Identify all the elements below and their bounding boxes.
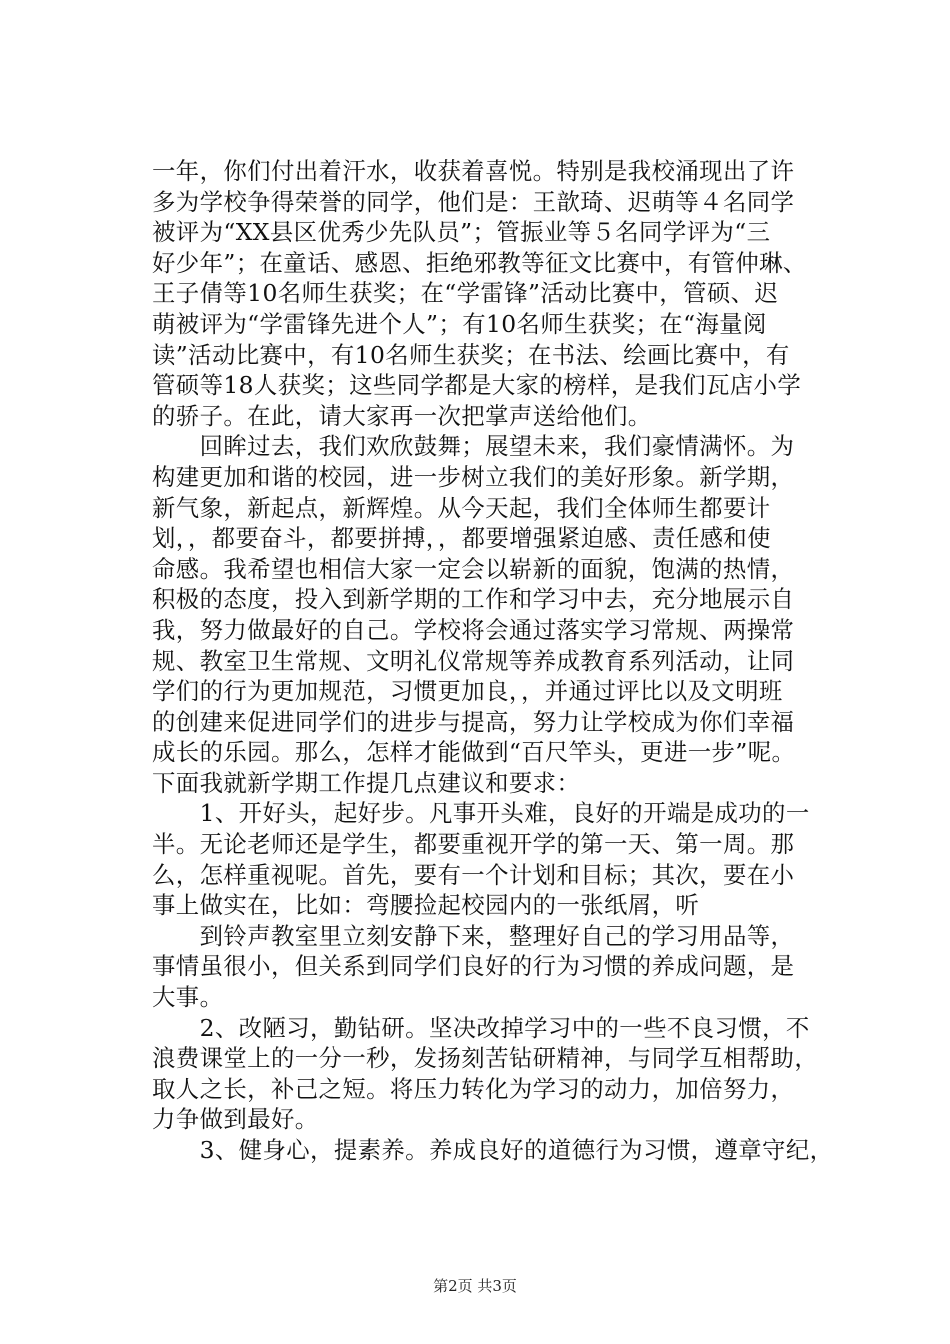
text-line: 半。无论老师还是学生，都要重视开学的第一天、第一周。那 — [152, 830, 795, 859]
text-line: 多为学校争得荣誉的同学，他们是：王歆琦、迟萌等４名同学 — [152, 187, 795, 216]
text-line: 萌被评为“学雷锋先进个人”；有10名师生获奖；在“海量阅 — [152, 309, 767, 338]
text-line: 划，，都要奋斗，都要拼搏，，都要增强紧迫感、责任感和使 — [152, 524, 771, 553]
text-line: 2、改陋习，勤钻研。坚决改掉学习中的一些不良习惯，不 — [152, 1013, 810, 1042]
text-line: 3、健身心，提素养。养成良好的道德行为习惯，遵章守纪， — [152, 1136, 834, 1164]
text-line: 好少年”；在童话、感恩、拒绝邪教等征文比赛中，有管仲琳、 — [152, 248, 807, 277]
text-line: 么，怎样重视呢。首先，要有一个计划和目标；其次，要在小 — [152, 860, 795, 889]
text-line: 的创建来促进同学们的进步与提高，努力让学校成为你们幸福 — [152, 707, 795, 736]
text-line: 成长的乐园。那么，怎样才能做到“百尺竿头，更进一步”呢。 — [152, 738, 796, 767]
text-line: 到铃声教室里立刻安静下来，整理好自己的学习用品等， — [152, 921, 795, 950]
text-line: 1、开好头，起好步。凡事开头难，良好的开端是成功的一 — [152, 799, 810, 828]
text-line: 取人之长，补己之短。将压力转化为学习的动力，加倍努力， — [152, 1074, 795, 1103]
body-text — [152, 156, 842, 1166]
text-line: 事上做实在，比如：弯腰捡起校园内的一张纸屑，听 — [152, 891, 700, 920]
text-line: 命感。我希望也相信大家一定会以崭新的面貌，饱满的热情， — [152, 554, 795, 583]
text-line: 浪费课堂上的一分一秒，发扬刻苦钻研精神，与同学互相帮助， — [152, 1044, 819, 1073]
text-line: 学们的行为更加规范，习惯更加良，，并通过评比以及文明班 — [152, 677, 783, 706]
text-line: 构建更加和谐的校园，进一步树立我们的美好形象。新学期， — [152, 462, 795, 491]
text-line: 一年，你们付出着汗水，收获着喜悦。特别是我校涌现出了许 — [152, 157, 795, 185]
text-line: 规、教室卫生常规、文明礼仪常规等养成教育系列活动，让同 — [152, 646, 795, 675]
text-line: 回眸过去，我们欢欣鼓舞；展望未来，我们豪情满怀。为 — [152, 432, 795, 461]
text-line: 王子倩等10名师生获奖；在“学雷锋”活动比赛中，管硕、迟 — [152, 279, 779, 308]
text-line: 的骄子。在此，请大家再一次把掌声送给他们。 — [152, 401, 652, 430]
page-footer: 第2页 共3页 — [433, 1277, 517, 1295]
text-line: 被评为“XX县区优秀少先队员”；管振业等５名同学评为“三 — [152, 218, 771, 247]
text-line: 下面我就新学期工作提几点建议和要求： — [152, 768, 581, 797]
text-line: 力争做到最好。 — [152, 1105, 319, 1134]
text-line: 我，努力做最好的自己。学校将会通过落实学习常规、两操常 — [152, 615, 795, 644]
text-line: 大事。 — [152, 983, 224, 1012]
text-line: 积极的态度，投入到新学期的工作和学习中去，充分地展示自 — [152, 585, 795, 614]
text-line: 管硕等18人获奖；这些同学都是大家的榜样，是我们瓦店小学 — [152, 371, 802, 400]
text-line: 新气象，新起点，新辉煌。从今天起，我们全体师生都要计 — [152, 493, 771, 522]
text-line: 事情虽很小，但关系到同学们良好的行为习惯的养成问题，是 — [152, 952, 795, 981]
text-line: 读”活动比赛中，有10名师生获奖；在书法、绘画比赛中，有 — [152, 340, 790, 369]
